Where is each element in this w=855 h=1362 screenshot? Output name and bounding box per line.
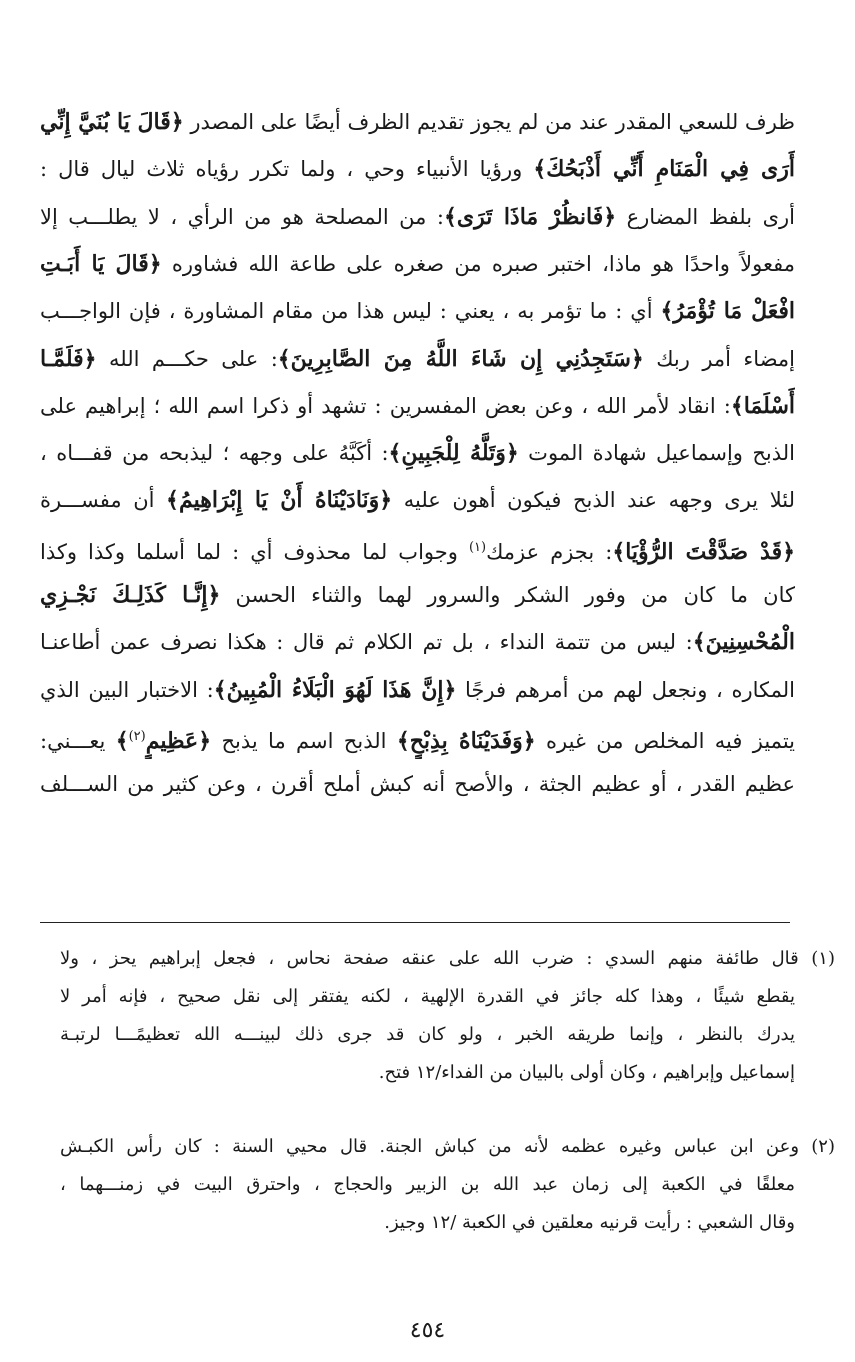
commentary-text: الذبح وإسماعيل شهادة الموت [518,441,795,466]
quran-verse: ﴿إِنَّـا كَذَلِـكَ نَجْـزِي [40,582,221,608]
commentary-text: مفعولاً واحدًا هو ماذا، اختبر صبره من صغره على طاعة الله فشاوره [161,251,795,276]
text-line [40,431,795,475]
footnote-line: (٢) وعن ابن عباس وغيره عظمه لأنه من كباش الجنة. قال محيي السنة : كان رأس الكبـش [60,1136,835,1157]
commentary-text: أن مفســـرة [40,488,167,513]
quran-verse: ﴿وَنَادَيْنَاهُ أَنْ يَا إِبْرَاهِيمُ﴾ [166,487,393,514]
quran-verse: ﴿قَالَ يَا بُنَيَّ إِنِّي [40,109,184,135]
commentary-text: كان ما كان من وفور الشكر والسرور لهما والثناء الحسن [220,583,795,607]
quran-verse: أَرَى فِي الْمَنَامِ أَنِّي أَذْبَحُكَ﴾ [533,156,795,183]
text-line [40,242,795,286]
footnote-line: وقال الشعبي : رأيت قرنيه معلقين في الكعبة /١٢ وجيز. [384,1212,795,1233]
quran-verse: ﴾ [115,727,129,754]
quran-verse: ﴿فَلَمَّـا [40,345,97,372]
text-line [40,289,795,333]
commentary-text: أرى بلفظ المضارع [616,204,795,229]
quran-verse: أَسْلَمَا﴾ [730,392,795,419]
text-line [40,147,795,191]
footnote-line: إسماعيل وإبراهيم ، وكان أولى بالبيان من الفداء/١٢ فتح. [378,1062,795,1083]
commentary-text: يعـــني: [40,728,116,753]
text-line [40,384,795,428]
text-line [40,668,795,712]
quran-verse: ﴿سَتَجِدُنِي إِن شَاءَ اللَّهُ مِنَ الصَّابِرِينَ﴾ [277,345,644,372]
footnote-marker: (١) [468,539,487,555]
commentary-text: المكاره ، ونجعل لهم من أمرهم فرجًا [456,677,795,702]
commentary-text: : أكَبَّهُ على وجهه ؛ ليذبحه من قفـــاه ، [40,441,389,466]
text-line [40,100,795,144]
footnotes [60,940,835,1240]
text-line [40,478,795,522]
quran-verse: ﴿وَتَلَّهُ لِلْجَبِينِ﴾ [388,440,519,467]
commentary-text: : انقاد لأمر الله ، وعن بعض المفسرين : تشهد أو ذكرا اسم الله ؛ إبراهيم على [40,393,731,418]
text-line [40,573,795,617]
quran-verse: ﴿وَفَدَيْنَاهُ بِذِبْحٍ﴾ [396,727,536,754]
commentary-text: : ليس من تتمة النداء ، بل تم الكلام ثم قال : هكذا نصرف عمن أطاعنـا [40,630,693,655]
commentary-text: ظرف للسعي المقدر عند من لم يجوز تقديم الظرف أيضًا على المصدر [183,110,795,134]
text-line [40,620,795,664]
commentary-text: أي : ما تؤمر به ، يعني : ليس هذا من مقام المشاورة ، فإن الواجـــب [40,299,661,324]
commentary-text: ورؤيا الأنبياء وحي ، ولما تكرر رؤياه ثلاث ليال قال : [40,157,534,182]
commentary-text: إمضاء أمر ربك [643,346,795,371]
commentary-text: : على حكـــم الله [96,346,278,371]
commentary-text: وجواب لما محذوف أي : لما أسلما وكذا وكذا [40,539,469,564]
footnote-line: معلقًا في الكعبة إلى زمان عبد الله بن الزبير والحجاج ، واحترق البيت في زمنـــهما ، [60,1174,795,1195]
quran-verse: ﴿عَظِيمٍ [145,727,212,754]
quran-verse: افْعَلْ مَا تُؤْمَرُ﴾ [660,298,795,325]
text-line [40,195,795,239]
quran-verse: ﴿قَدْ صَدَّقْتَ الرُّؤْيَا﴾ [612,538,795,565]
quran-verse: ﴿فَانظُرْ مَاذَا تَرَى﴾ [443,203,617,230]
footnote-line: (١) قال طائفة منهم السدي : ضرب الله على عنقه صفحة نحاس ، فجعل إبراهيم يحز ، ولا [60,948,835,969]
text-line [40,337,795,381]
commentary-text: يتميز فيه المخلص من غيره [535,728,795,753]
footnote-marker: (٢) [128,728,146,744]
commentary-text: : من المصلحة هو من الرأي ، لا يطلـــب إلا [40,204,444,229]
footnote-line: يدرك بالنظر ، وإنما طريقه الخبر ، ولو كان قد جرى ذلك لبينـــه الله تعظيمًـــا لرتبـة [60,1024,795,1045]
commentary-text: : بجزم عزمك [486,539,613,564]
commentary-text: الذبح اسم ما يذبح [211,728,397,753]
quran-verse: ﴿قَالَ يَا أَبَـتِ [40,250,162,277]
text-line [40,762,795,806]
footnote-divider [40,922,790,923]
commentary-text: عظيم القدر ، أو عظيم الجثة ، والأصح أنه كبش أملح أقرن ، وعن كثير من الســـلف [40,772,795,797]
commentary-text: لئلا يرى وجهه عند الذبح فيكون أهون عليه [392,488,795,513]
page-number: ٤٥٤ [409,1318,446,1343]
commentary-text: : الاختبار البين الذي [40,677,214,702]
text-line [40,526,795,570]
footnote-line: يقطع شيئًا ، وهذا كله جائز في القدرة الإلهية ، لكنه يفتقر إلى نقل صحيح ، فإنه أمر لا [60,986,795,1007]
text-line [40,715,795,759]
quran-verse: الْمُحْسِنِينَ﴾ [692,629,795,656]
quran-verse: ﴿إِنَّ هَذَا لَهُوَ الْبَلَاءُ الْمُبِينُ﴾ [213,676,457,703]
